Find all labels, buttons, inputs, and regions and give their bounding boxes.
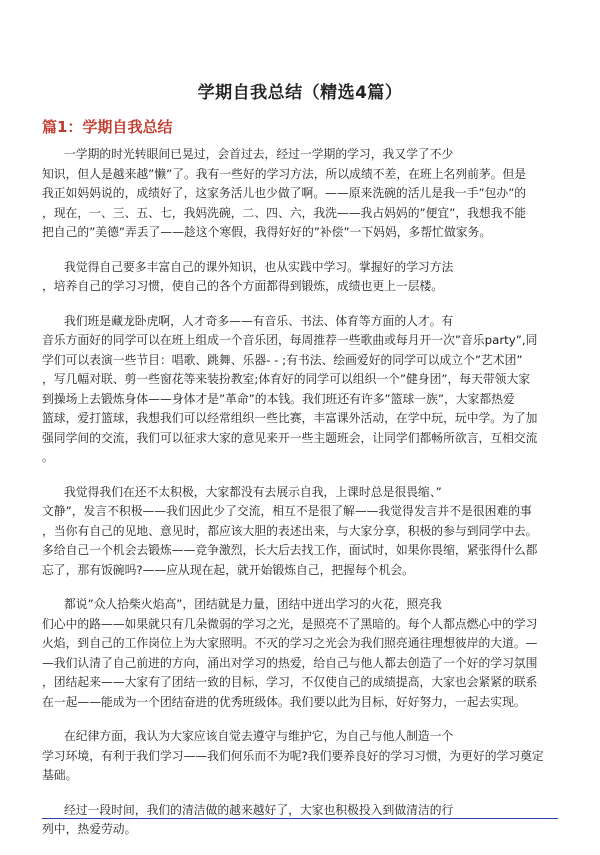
paragraph <box>42 595 558 712</box>
paragraph-line: 。 <box>42 450 54 464</box>
paragraph-line: 学习环境，有利于我们学习——我们何乐而不为呢?我们要养良好的学习习惯，为更好的学习奠定 <box>42 748 544 763</box>
paragraph-line: 忘了，那有饭碗吗?——应从现在起，就开始锻炼自己，把握每个机会。 <box>42 562 414 577</box>
document-body <box>42 145 558 855</box>
paragraph-line: 我们班是藏龙卧虎啊，人才奇多——有音乐、书法、体育等方面的人才。有 <box>64 313 454 328</box>
paragraph-line: 在纪律方面，我认为大家应该自觉去遵守与维护它，为自己与他人制造一个 <box>64 729 454 743</box>
paragraph-line: 我觉得我们在还不太积极，大家都没有去展示自我，上课时总是很畏缩、” <box>64 484 442 499</box>
page-bottom-divider <box>42 818 558 819</box>
paragraph-line: 把自己的”美德”弄丢了——趁这个寒假，我得好好的”补偿”一下妈妈，多帮忙做家务。 <box>42 225 492 239</box>
document-title: 学期自我总结（精选4篇） <box>197 83 403 103</box>
paragraph-line: 基础。 <box>42 768 78 782</box>
paragraph-line: ，培养自己的学习习惯，使自己的各个方面都得到锻炼，成绩也更上一层楼。 <box>42 279 444 293</box>
paragraph <box>42 483 558 581</box>
paragraph-line: ，团结起来——大家有了团结一致的目标，学习，不仅使自己的成绩提高，大家也会紧紧的联系 <box>42 675 538 689</box>
paragraph-line: 一学期的时光转眼间已晃过，会首过去，经过一学期的学习，我又学了不少 <box>64 147 454 161</box>
section-heading: 篇1：学期自我总结 <box>42 118 173 136</box>
paragraph-line: 经过一段时间，我们的清洁做的越来越好了，大家也积极投入到做清洁的行 <box>64 802 454 817</box>
paragraph-line: 到操场上去锻炼身体——身体才是”革命”的本钱。我们班还有许多”篮球一族”，大家都热爱 <box>42 391 515 406</box>
paragraph-line: 多给自己一个机会去锻炼——竞争激烈，长大后去找工作，面试时，如果你畏缩，紧张得什么都 <box>42 543 538 557</box>
paragraph-line: 音乐方面好的同学可以在班上组成一个音乐团，每周推荐一些歌曲或每月开一次”音乐party”,同 <box>42 333 538 347</box>
paragraph-line: 我正如妈妈说的，成绩好了，这家务活儿也少做了啊。——原来洗碗的活儿是我一手”包办”的 <box>42 186 527 200</box>
paragraph-line: —我们认清了自己前进的方向，涌出对学习的热爱，给自己与他人都去创造了一个好的学习氛围 <box>42 655 538 670</box>
paragraph-line: 文静”，发言不积极——我们因此少了交流，相互不是很了解——我觉得发言并不是很困难的事 <box>42 504 532 518</box>
paragraph <box>42 258 558 297</box>
paragraph-line: 学们可以表演一些节目：唱歌、跳舞、乐器- - ;有书法、绘画爱好的同学可以成立个”艺术团” <box>42 352 523 367</box>
paragraph <box>42 801 558 840</box>
paragraph-line: 强同学间的交流，我们可以征求大家的意见来开一些主题班会，让同学们都畅所欲言，互相交流 <box>42 430 538 445</box>
paragraph-line: 篮球，爱打篮球，我想我们可以经常组织一些比赛，丰富课外活动，在学中玩，玩中学。为了加 <box>42 411 538 425</box>
paragraph-line: 在一起——能成为一个团结奋进的优秀班级体。我们要以此为目标，好好努力，一起去实现。 <box>42 694 526 709</box>
paragraph-line: ，写几幅对联、剪一些窗花等来装扮教室;体育好的同学可以组织一个”健身团”，每天带领大家 <box>42 372 531 386</box>
paragraph <box>42 145 558 243</box>
paragraph <box>42 727 558 786</box>
paragraph-line: 知识，但人是越来越”懒”了。我有一些好的学习方法，所以成绩不差，在班上名列前茅。但是 <box>42 166 527 181</box>
paragraph-line: 我觉得自己要多丰富自己的课外知识，也从实践中学习。掌握好的学习方法 <box>64 259 454 274</box>
paragraph-line: 都说”众人拾柴火焰高”，团结就是力量，团结中迸出学习的火花，照亮我 <box>64 597 442 611</box>
paragraph-line: ，现在，一、三、五、七，我妈洗碗，二、四、六，我洗——我占妈妈的”便宜”，我想我不能 <box>42 205 527 220</box>
paragraph-line: 列中，热爱劳动。 <box>42 822 137 836</box>
paragraph-line: 火焰，到自己的工作岗位上为大家照明。不灭的学习之光会为我们照亮通往理想彼岸的大道。— <box>42 636 538 650</box>
paragraph <box>42 312 558 468</box>
paragraph-line: ，当你有自己的见地、意见时，都应该大胆的表述出来，与大家分享，积极的参与到同学中去。 <box>42 523 538 538</box>
paragraph-line: 们心中的路——如果就只有几朵微弱的学习之光，是照亮不了黑暗的。每个人都点燃心中的学习 <box>42 616 538 631</box>
